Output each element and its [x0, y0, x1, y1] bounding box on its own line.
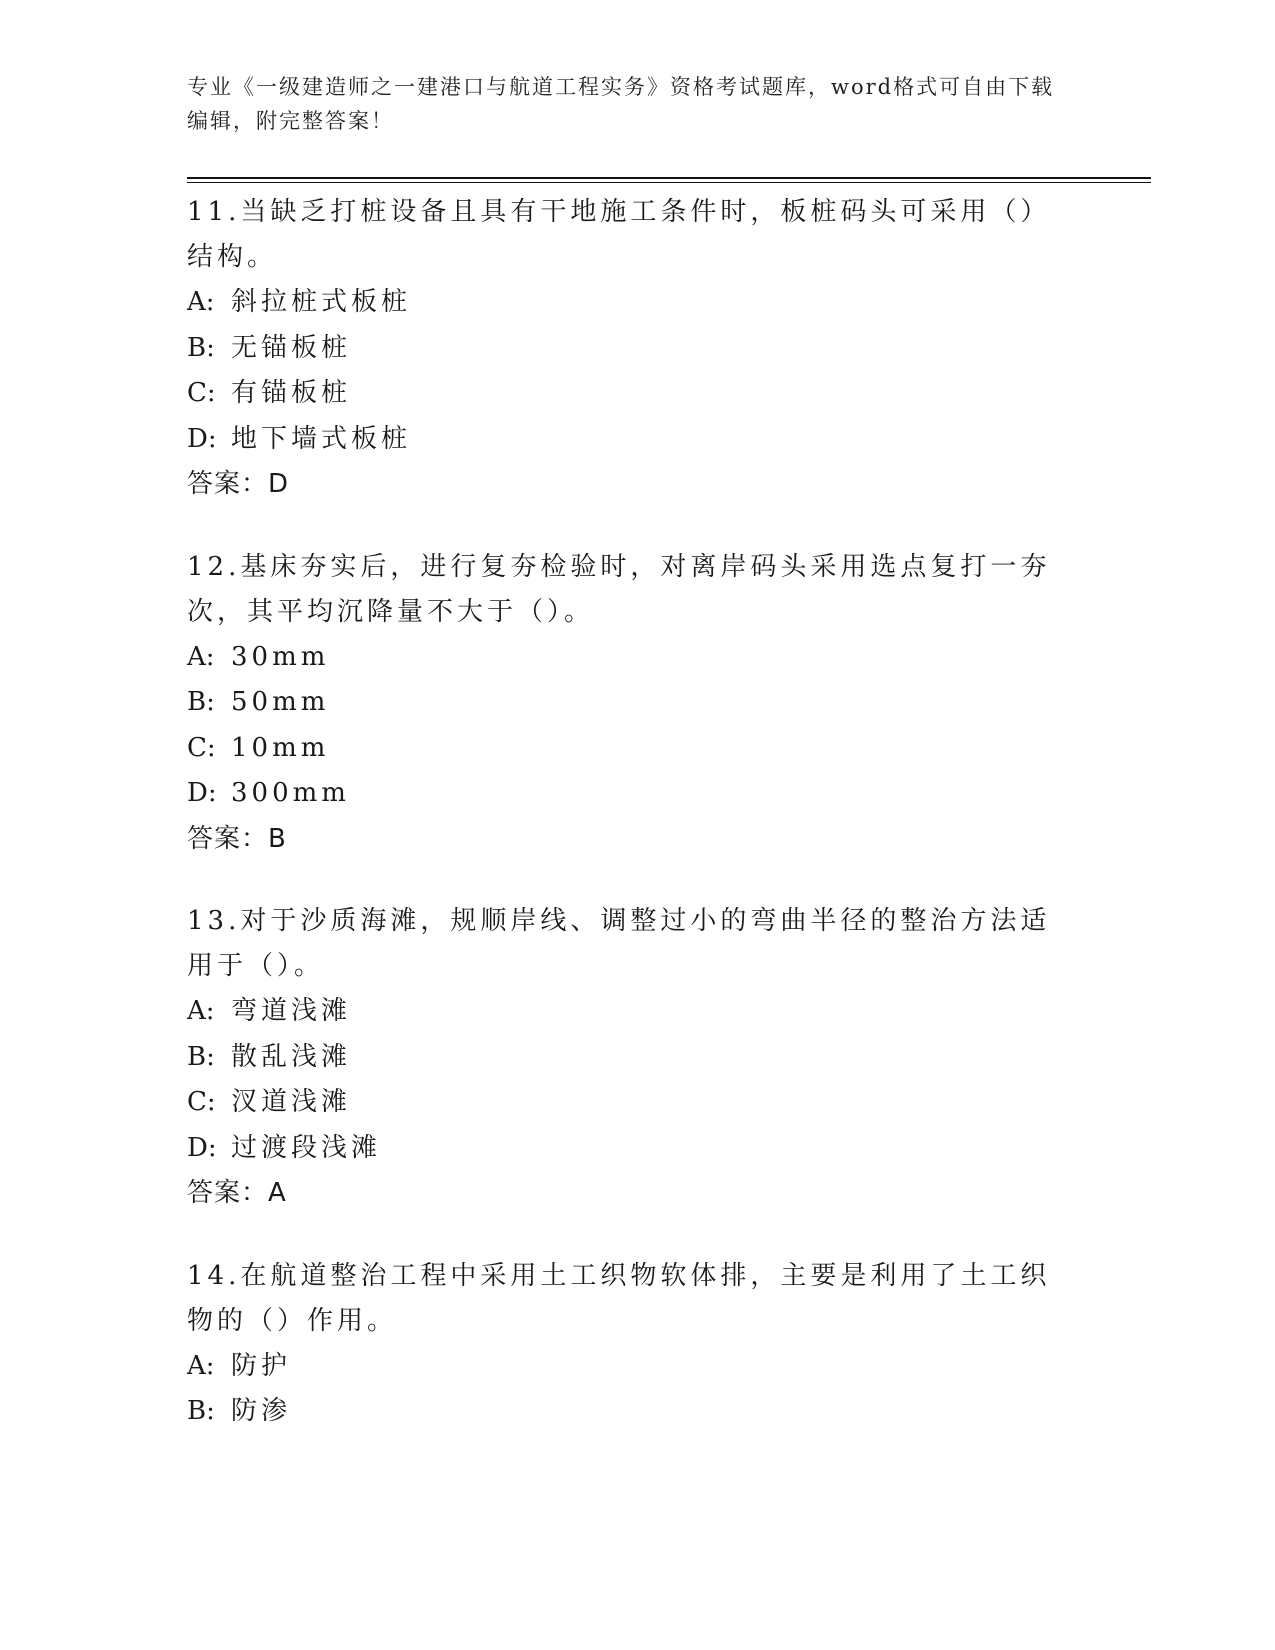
option-c — [187, 726, 1077, 772]
option-text: 地下墙式板桩 — [231, 423, 412, 454]
option-a — [187, 1344, 1077, 1390]
option-text: 300mm — [231, 778, 350, 808]
option-key: B: — [187, 1396, 215, 1426]
question-12 — [187, 545, 1077, 863]
option-key: C: — [187, 732, 216, 763]
option-text: 10mm — [231, 732, 330, 763]
header-divider — [187, 177, 1151, 179]
option-key: D: — [187, 778, 217, 808]
document-header: 专业《一级建造师之一建港口与航道工程实务》资格考试题库，word格式可自由下载编辑，附完整答案！ — [187, 75, 1055, 133]
header-divider-thin — [187, 182, 1151, 183]
option-c — [187, 371, 1077, 417]
option-text: 无锚板桩 — [231, 332, 352, 363]
option-text: 弯道浅滩 — [231, 996, 352, 1026]
option-key: C: — [187, 1087, 216, 1117]
option-key: D: — [187, 423, 217, 454]
option-a — [187, 635, 1077, 681]
answer: 答案：B — [187, 823, 287, 854]
option-a — [187, 989, 1077, 1035]
question-stem: 12.基床夯实后，进行复夯检验时，对离岸码头采用选点复打一夯次，其平均沉降量不大于（）。 — [187, 551, 1051, 627]
option-key: B: — [187, 1041, 215, 1072]
option-key: A: — [187, 641, 215, 672]
option-b — [187, 326, 1077, 372]
question-list — [187, 190, 1077, 1472]
option-key: D: — [187, 1132, 217, 1163]
option-text: 散乱浅滩 — [231, 1041, 352, 1072]
option-text: 防护 — [231, 1350, 292, 1381]
question-stem: 14.在航道整治工程中采用土工织物软体排，主要是利用了土工织物的（）作用。 — [187, 1260, 1051, 1336]
option-key: A: — [187, 287, 215, 317]
answer: 答案：A — [187, 1178, 287, 1208]
option-key: A: — [187, 996, 215, 1026]
question-11 — [187, 190, 1077, 508]
option-key: C: — [187, 378, 216, 408]
option-d — [187, 1126, 1077, 1172]
option-d — [187, 771, 1077, 817]
option-text: 30mm — [231, 641, 330, 672]
option-text: 过渡段浅滩 — [231, 1132, 382, 1163]
option-text: 防渗 — [231, 1396, 292, 1426]
option-text: 斜拉桩式板桩 — [231, 287, 412, 317]
option-key: A: — [187, 1350, 215, 1381]
option-a — [187, 280, 1077, 326]
option-key: B: — [187, 332, 215, 363]
option-key: B: — [187, 687, 215, 717]
option-d — [187, 417, 1077, 463]
question-stem: 13.对于沙质海滩，规顺岸线、调整过小的弯曲半径的整治方法适用于（）。 — [187, 906, 1051, 981]
answer: 答案：D — [187, 469, 290, 499]
option-text: 50mm — [231, 687, 330, 717]
question-14 — [187, 1254, 1077, 1435]
option-b — [187, 1389, 1077, 1435]
option-c — [187, 1080, 1077, 1126]
option-text: 有锚板桩 — [231, 378, 352, 408]
option-text: 汊道浅滩 — [231, 1087, 352, 1117]
question-stem: 11.当缺乏打桩设备且具有干地施工条件时，板桩码头可采用（）结构。 — [187, 197, 1051, 272]
option-b — [187, 680, 1077, 726]
question-13 — [187, 899, 1077, 1217]
option-b — [187, 1035, 1077, 1081]
